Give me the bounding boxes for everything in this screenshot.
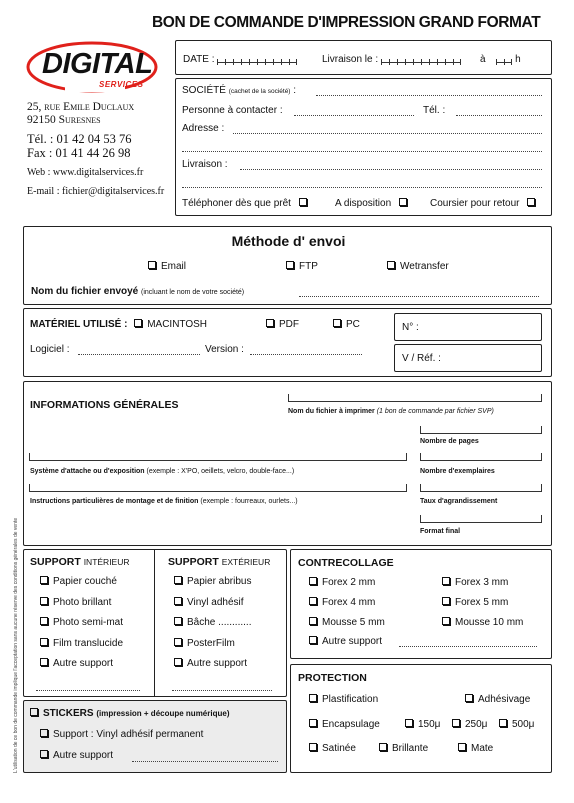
numero-label: N° : [402,322,419,333]
forex-4mm-checkbox[interactable] [309,597,317,605]
satinee-checkbox[interactable] [309,743,317,751]
papier-couche-checkbox[interactable] [40,576,48,584]
version-label: Version : [205,344,244,355]
forex-4mm-label: Forex 4 mm [322,597,376,608]
forex-3mm-checkbox[interactable] [442,577,450,585]
address-street: 25, rue Emile Duclaux [27,101,135,113]
agrandissement-field[interactable] [420,484,542,492]
pdf-label: PDF [279,319,299,330]
exemplaires-label: Nombre d'exemplaires [420,468,495,475]
stickers-note: (impression + découpe numérique) [96,709,230,718]
vinyl-permanent-label: Support : Vinyl adhésif permanent [53,729,204,740]
posterfilm-checkbox[interactable] [174,638,182,646]
adhesivage-checkbox[interactable] [465,694,473,702]
support-divider [154,550,155,697]
photo-semi-mat-label: Photo semi-mat [53,617,124,628]
fichier-envoye-note: (incluant le nom de votre société) [141,289,245,296]
exemplaires-field[interactable] [420,453,542,461]
livraison-field[interactable] [240,169,542,170]
attache-field[interactable] [29,453,407,461]
montage-note: (exemple : fourreaux, ourlets...) [200,498,298,505]
address-web: Web : www.digitalservices.fr [27,167,144,178]
pc-checkbox[interactable] [333,319,341,327]
heure-field[interactable] [496,54,512,63]
pages-label: Nombre de pages [420,438,479,445]
address-email: E-mail : fichier@digitalservices.fr [27,186,165,197]
stickers-autre-field[interactable] [132,761,278,762]
satinee-label: Satinée [322,743,356,754]
500mu-label: 500μ [512,719,535,730]
montage-field[interactable] [29,484,407,492]
ftp-checkbox[interactable] [286,261,294,269]
pc-label: PC [346,319,360,330]
autre-contrecollage-label: Autre support [322,636,383,647]
date-label: DATE : [183,54,215,65]
heure-unit: h [515,54,521,65]
livraison-date-label: Livraison le : [322,54,379,65]
date-box [175,40,552,75]
mate-label: Mate [471,743,494,754]
papier-abribus-label: Papier abribus [187,576,252,587]
logo [25,40,159,94]
autre-support-int-field[interactable] [36,690,140,691]
logo-brand: DIGITAL [42,48,153,80]
coursier-checkbox[interactable] [527,198,535,206]
forex-5mm-checkbox[interactable] [442,597,450,605]
autre-support-ext-checkbox[interactable] [174,658,182,666]
contrecollage-title: CONTRECOLLAGE [298,557,394,569]
disposition-label: A disposition [335,198,392,209]
autre-contrecollage-field[interactable] [399,646,537,647]
posterfilm-label: PosterFilm [187,638,235,649]
mate-checkbox[interactable] [458,743,466,751]
tel-label: Tél. : [423,105,446,116]
support-ext-title: SUPPORT [168,556,219,568]
fichier-imprimer-field[interactable] [288,394,542,402]
email-checkbox[interactable] [148,261,156,269]
bache-checkbox[interactable] [174,617,182,625]
ref-field[interactable] [394,344,542,372]
plastification-label: Plastification [322,694,379,705]
500mu-checkbox[interactable] [499,719,507,727]
250mu-checkbox[interactable] [452,719,460,727]
address-tel: Tél. : 01 42 04 53 76 [27,132,132,146]
page-title: BON DE COMMANDE D'IMPRESSION GRAND FORMAT [152,14,541,31]
contact-field[interactable] [294,115,414,116]
forex-2mm-label: Forex 2 mm [322,577,376,588]
encapsulage-checkbox[interactable] [309,719,317,727]
150mu-label: 150μ [418,719,441,730]
photo-semi-mat-checkbox[interactable] [40,617,48,625]
vinyl-adhesif-label: Vinyl adhésif [187,597,244,608]
contact-label: Personne à contacter : [182,105,283,116]
address-block [27,101,164,198]
fichier-imprimer-note: (1 bon de commande par fichier SVP) [376,408,494,415]
side-note: L'utilisation de ce bon de commande implique l'acceptation sans aucune réserve des conditions générales de vente [13,517,19,773]
ftp-label: FTP [299,261,318,272]
support-ext-title2: EXTÉRIEUR [221,557,271,567]
livraison-field-2[interactable] [182,187,542,188]
logiciel-field[interactable] [78,354,200,355]
protection-box [290,664,552,773]
mousse-5mm-label: Mousse 5 mm [322,617,385,628]
mousse-5mm-checkbox[interactable] [309,617,317,625]
fichier-imprimer-label: Nom du fichier à imprimer [288,408,375,415]
support-box [23,549,287,697]
mousse-10mm-label: Mousse 10 mm [455,617,524,628]
photo-brillant-label: Photo brillant [53,597,112,608]
stickers-title: STICKERS [43,708,94,719]
materiel-label: MATÉRIEL UTILISÉ : [30,319,128,330]
agrandissement-label: Taux d'agrandissement [420,498,498,505]
pages-field[interactable] [420,426,542,434]
format-field[interactable] [420,515,542,523]
vinyl-permanent-checkbox[interactable] [40,729,48,737]
coursier-label: Coursier pour retour [430,198,520,209]
attache-note: (exemple : X'PO, oeillets, velcro, double-face...) [146,468,295,475]
livraison-label: Livraison : [182,159,228,170]
format-label: Format final [420,528,461,535]
autre-support-int-label: Autre support [53,658,114,669]
support-int-title2: INTÉRIEUR [83,557,130,567]
tel-field[interactable] [456,115,542,116]
societe-note: (cachet de la société) [228,88,291,95]
logo-sub: SERVICES [99,80,144,89]
mousse-10mm-checkbox[interactable] [442,617,450,625]
montage-label: Instructions particulières de montage et de finition [30,498,199,505]
logiciel-label: Logiciel : [30,344,70,355]
forex-5mm-label: Forex 5 mm [455,597,509,608]
email-label: Email [161,261,187,272]
client-box: SOCIÉTÉ (cachet de la société) : Personne à contacter : Tél. : Adresse : Livraison : Téléphoner dès que prêt A disposition Coursier pour retour [175,78,552,216]
150mu-checkbox[interactable] [405,719,413,727]
papier-couche-label: Papier couché [53,576,117,587]
infos-box [23,381,552,546]
plastification-checkbox[interactable] [309,694,317,702]
date-field[interactable] [217,54,297,63]
brillante-checkbox[interactable] [379,743,387,751]
autre-support-int-checkbox[interactable] [40,658,48,666]
stickers-box [23,700,287,773]
attache-label: Système d'attache ou d'exposition [30,468,145,475]
macintosh-checkbox[interactable] [134,319,142,327]
infos-title: INFORMATIONS GÉNÉRALES [30,399,179,411]
livraison-date-field[interactable] [381,54,461,63]
film-translucide-checkbox[interactable] [40,638,48,646]
brillante-label: Brillante [392,743,429,754]
numero-field[interactable] [394,313,542,341]
bache-label: Bâche ............ [187,617,252,628]
envoi-box [23,226,552,305]
autre-support-ext-field[interactable] [172,690,272,691]
stickers-autre-checkbox[interactable] [40,750,48,758]
envoi-title: Méthode d' envoi [231,233,346,249]
vinyl-adhesif-checkbox[interactable] [174,597,182,605]
ref-label: V / Réf. : [402,353,441,364]
encapsulage-label: Encapsulage [322,719,380,730]
fichier-envoye-field[interactable] [299,296,539,297]
papier-abribus-checkbox[interactable] [174,576,182,584]
250mu-label: 250μ [465,719,488,730]
adresse-label: Adresse : [182,123,225,134]
adresse-field-2[interactable] [182,151,542,152]
autre-support-ext-label: Autre support [187,658,248,669]
heure-label: à [480,54,486,65]
societe-field[interactable] [316,95,542,96]
wetransfer-checkbox[interactable] [387,261,395,269]
fichier-envoye-label: Nom du fichier envoyé [31,286,139,297]
wetransfer-label: Wetransfer [400,261,449,272]
forex-3mm-label: Forex 3 mm [455,577,509,588]
pdf-checkbox[interactable] [266,319,274,327]
adresse-field[interactable] [233,133,542,134]
support-int-title: SUPPORT [30,556,81,568]
adhesivage-label: Adhésivage [478,694,531,705]
stickers-checkbox[interactable] [30,708,38,716]
contrecollage-box [290,549,552,659]
disposition-checkbox[interactable] [399,198,407,206]
stickers-autre-label: Autre support [53,750,114,761]
telephoner-checkbox[interactable] [299,198,307,206]
protection-title: PROTECTION [298,672,367,684]
macintosh-label: MACINTOSH [147,319,208,330]
materiel-box [23,308,552,377]
autre-contrecollage-checkbox[interactable] [309,636,317,644]
forex-2mm-checkbox[interactable] [309,577,317,585]
address-fax: Fax : 01 41 44 26 98 [27,146,131,160]
photo-brillant-checkbox[interactable] [40,597,48,605]
societe-label: SOCIÉTÉ [182,85,226,96]
version-field[interactable] [250,354,362,355]
address-city: 92150 Suresnes [27,114,101,126]
telephoner-label: Téléphoner dès que prêt [182,198,291,209]
film-translucide-label: Film translucide [53,638,124,649]
